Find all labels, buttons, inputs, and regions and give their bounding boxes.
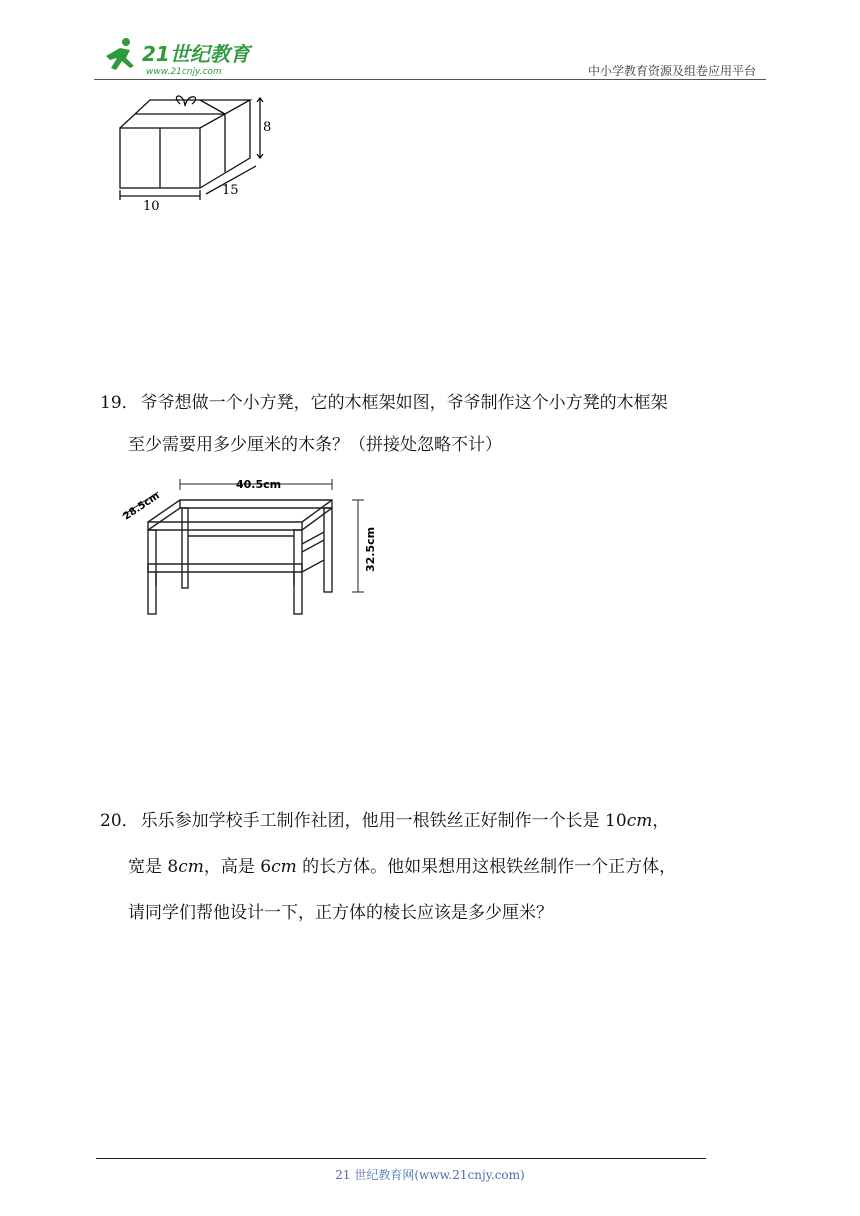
gift-box-figure xyxy=(110,92,280,216)
footer-text: 21 世纪教育网(www.21cnjy.com) xyxy=(335,1168,525,1182)
question-text-line2-b: ，高是 6 xyxy=(203,857,272,877)
question-text-line1: 爷爷想做一个小方凳，它的木框架如图，爷爷制作这个小方凳的木框架 xyxy=(140,393,668,413)
unit-cm: cm xyxy=(178,857,204,877)
box-width-label: 10 xyxy=(143,199,160,214)
logo-text: 21世纪教育 xyxy=(142,42,250,66)
footer-divider xyxy=(96,1158,706,1159)
stool-length-label: 40.5cm xyxy=(236,478,282,491)
question-text-line3: 请同学们帮他设计一下，正方体的棱长应该是多少厘米？ xyxy=(128,903,553,923)
stool-height-label: 32.5cm xyxy=(364,526,377,572)
question-20 xyxy=(100,806,800,928)
question-text-line1: 乐乐参加学校手工制作社团，他用一根铁丝正好制作一个长是 10 xyxy=(140,811,627,831)
header-divider xyxy=(94,79,766,80)
unit-cm: cm xyxy=(271,857,297,877)
site-name: 中小学教育资源及组卷应用平台 xyxy=(587,64,756,78)
question-text-line2-a: 宽是 8 xyxy=(128,857,179,877)
question-text-line2-c: 的长方体。他如果想用这根铁丝制作一个正方体， xyxy=(296,857,677,877)
question-text-line1-end: ， xyxy=(652,811,670,831)
question-19 xyxy=(100,388,780,460)
question-number: 20． xyxy=(100,811,139,831)
stool-frame-figure xyxy=(112,476,382,618)
box-height-label: 8 xyxy=(263,120,272,135)
question-number: 19． xyxy=(100,393,139,413)
question-text-line2: 至少需要用多少厘米的木条？（拼接处忽略不计） xyxy=(128,435,502,455)
box-depth-label: 15 xyxy=(222,183,239,198)
site-logo xyxy=(96,36,266,78)
unit-cm: cm xyxy=(626,811,653,831)
logo-url: www.21cnjy.com xyxy=(146,67,222,77)
stool-width-label: 28.5cm xyxy=(121,490,162,523)
